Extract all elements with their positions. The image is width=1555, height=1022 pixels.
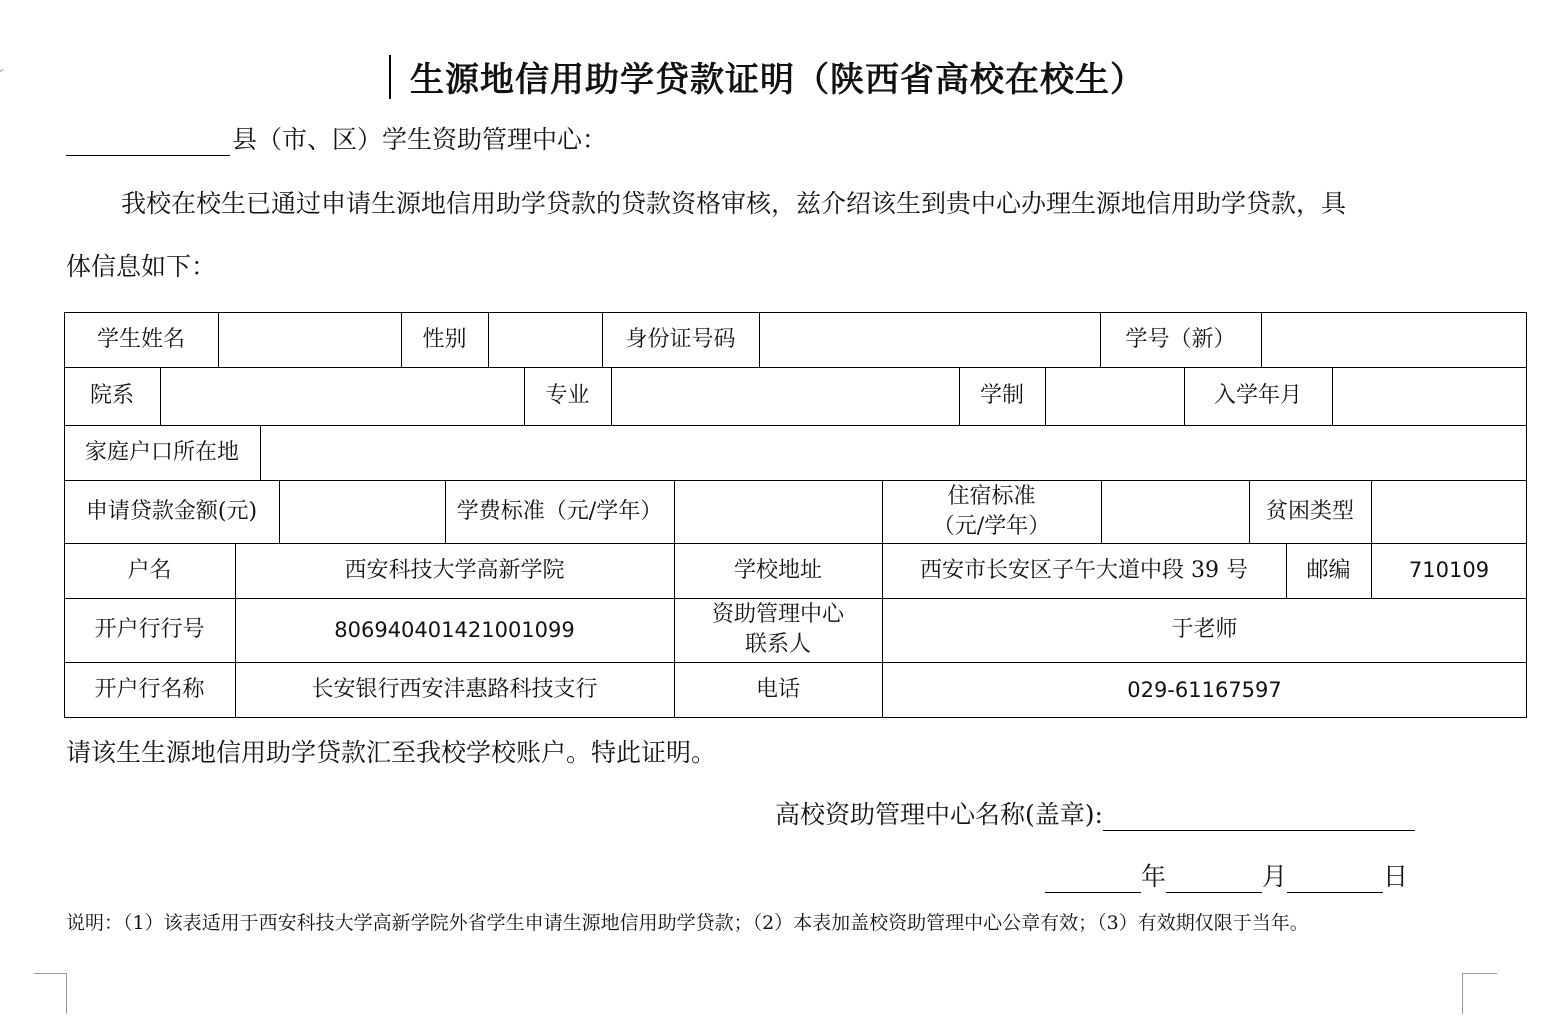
month-label: 月 — [1262, 862, 1288, 891]
day-blank[interactable] — [1287, 862, 1383, 893]
phone-label: 电话 — [755, 677, 800, 703]
department-label: 院系 — [89, 383, 134, 409]
contact-label-line2: 联系人 — [744, 632, 811, 657]
school-address-value: 西安市长安区子午大道中段 39 号 — [920, 557, 1248, 583]
accommodation-label-line2: （元/学年） — [932, 513, 1051, 539]
account-name-label: 户名 — [127, 557, 172, 583]
gender-label: 性别 — [422, 326, 467, 352]
household-label: 家庭户口所在地 — [84, 439, 239, 465]
addressee-line — [66, 120, 607, 156]
accommodation-label-line1: 住宿标准 — [947, 483, 1036, 509]
tuition-field[interactable] — [674, 480, 882, 543]
loan-amount-field[interactable] — [279, 480, 445, 543]
accommodation-label — [882, 480, 1101, 543]
student-no-field[interactable] — [1261, 312, 1527, 367]
bank-name-label: 开户行名称 — [94, 677, 205, 703]
county-blank[interactable] — [66, 125, 230, 156]
accommodation-field[interactable] — [1101, 480, 1249, 543]
postcode-value: 710109 — [1408, 558, 1490, 583]
intro-paragraph-line1: 我校在校生已通过申请生源地信用助学贷款的贷款资格审核，兹介绍该生到贵中心办理生源地信用助学贷款，具 — [121, 189, 1347, 218]
school-address-label: 学校地址 — [733, 557, 822, 583]
document-title: 生源地信用助学贷款证明（陕西省高校在校生） — [410, 60, 1145, 100]
year-blank[interactable] — [1045, 862, 1141, 893]
postcode-label: 邮编 — [1306, 557, 1351, 583]
bank-no-value: 806940401421001099 — [334, 617, 575, 642]
year-label: 年 — [1141, 862, 1167, 891]
enroll-date-field[interactable] — [1332, 367, 1527, 425]
seal-blank[interactable] — [1103, 800, 1415, 831]
account-name-value: 西安科技大学高新学院 — [344, 557, 565, 583]
tuition-label: 学费标准（元/学年） — [456, 498, 663, 524]
contact-value: 于老师 — [1171, 617, 1238, 643]
phone-value: 029-61167597 — [1127, 677, 1282, 702]
intro-paragraph-line2: 体信息如下： — [66, 252, 217, 281]
page-corner-mark-left — [34, 973, 67, 1014]
enroll-date-label: 入学年月 — [1213, 383, 1302, 409]
duration-label: 学制 — [979, 383, 1024, 409]
month-blank[interactable] — [1166, 862, 1262, 893]
id-number-field[interactable] — [759, 312, 1100, 367]
student-name-label: 学生姓名 — [96, 326, 185, 352]
bank-name-value: 长安银行西安沣惠路科技支行 — [311, 677, 598, 703]
page-corner-mark-right — [1462, 973, 1497, 1014]
loan-amount-label: 申请贷款金额(元) — [85, 498, 258, 524]
footnote: 说明：（1）该表适用于西安科技大学高新学院外省学生申请生源地信用助学贷款；（2）本表加盖校资助管理中心公章有效；（3）有效期仅限于当年。 — [66, 912, 1309, 934]
date-line — [1045, 857, 1408, 893]
household-field[interactable] — [260, 425, 1527, 480]
addressee-suffix: 县（市、区）学生资助管理中心： — [232, 125, 608, 154]
poverty-type-label: 贫困类型 — [1265, 498, 1354, 524]
major-label: 专业 — [545, 383, 590, 409]
gender-field[interactable] — [488, 312, 602, 367]
poverty-type-field[interactable] — [1371, 480, 1527, 543]
closing-statement: 请该生生源地信用助学贷款汇至我校学校账户。特此证明。 — [66, 738, 717, 767]
department-field[interactable] — [160, 367, 524, 425]
duration-field[interactable] — [1045, 367, 1184, 425]
major-field[interactable] — [611, 367, 959, 425]
bank-no-label: 开户行行号 — [94, 617, 205, 643]
student-no-label: 学号（新） — [1125, 326, 1236, 352]
day-label: 日 — [1383, 862, 1409, 891]
id-number-label: 身份证号码 — [625, 326, 736, 352]
student-name-field[interactable] — [218, 312, 401, 367]
contact-label — [674, 598, 882, 662]
seal-label: 高校资助管理中心名称(盖章): — [775, 800, 1103, 829]
contact-label-line1: 资助管理中心 — [711, 602, 844, 628]
seal-line — [775, 795, 1415, 831]
